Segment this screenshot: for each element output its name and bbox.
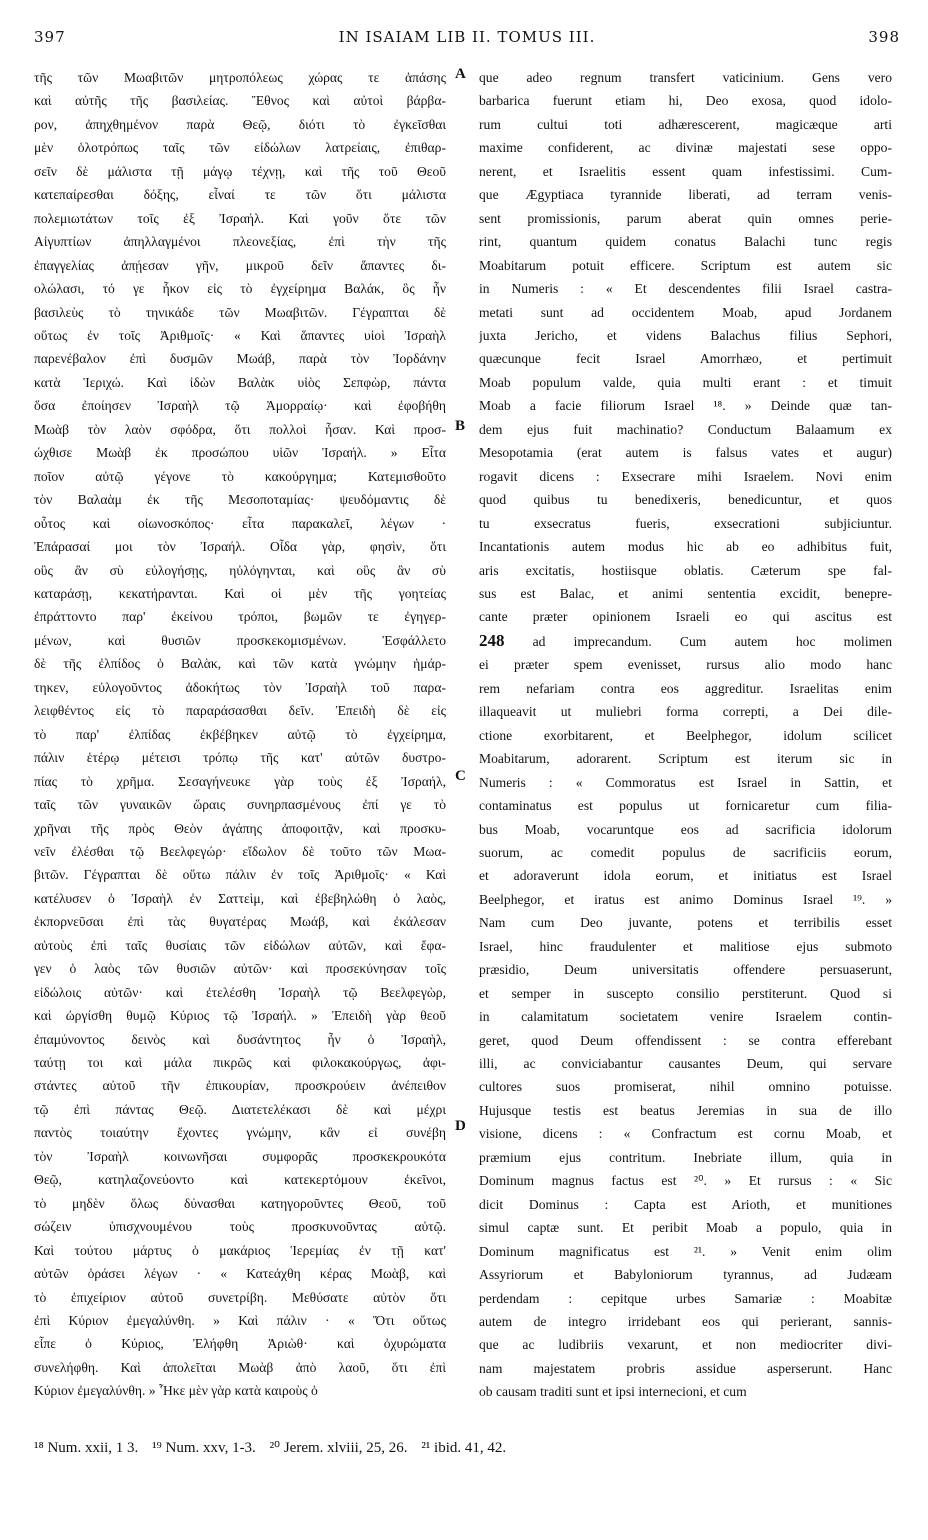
- text-line: τὸ ἐπιχείριον αὐτοῦ συνετρίβη. Μεθύσατε αὐτὸν ὅτι: [34, 1289, 446, 1305]
- text-line: κατέλυσεν ὁ Ἰσραὴλ ἐν Σαττεὶμ, καὶ ἐβεβηλώθη ὁ λαὸς,: [34, 890, 446, 906]
- text-line: dem ejus fuit machinatio? Conductum Balaamum ex: [479, 421, 892, 437]
- text-line: μὲν ὁλοτρόπως ταῖς τῶν εἰδώλων λατρείαις, ἐπιθαρ-: [34, 140, 446, 156]
- text-line: rint, quantum quidem conatus Balachi tunc regis: [479, 234, 892, 250]
- text-line: 248 ad imprecandum. Cum autem hoc molimen: [479, 630, 892, 650]
- text-line: cultores suos promiserat, nihil omnino potuisse.: [479, 1079, 892, 1095]
- text-line: tu exsecratus fueris, exsecrationi subjiciuntur.: [479, 515, 892, 531]
- page-number-right: 398: [868, 28, 900, 46]
- text-line: visione, dicens : « Confractum est cornu Moab, et: [479, 1126, 892, 1142]
- text-line: ἐπὶ Κύριον ἐμεγαλύνθη. » Καὶ πάλιν · « Ὅτι οὕτως: [34, 1313, 446, 1329]
- text-line: πολεμιωτάτων τοῖς ἐξ Ἰσραήλ. Καὶ γοῦν ὅτε τῶν: [34, 210, 446, 226]
- text-line: εἰδώλοις αὐτῶν· καὶ ἐτελέσθη Ἰσραὴλ τῷ Βεελφεγὼρ,: [34, 984, 446, 1000]
- text-line: τὸν Βαλαὰμ ἐκ τῆς Μεσοποταμίας· ψευδόμαντις δὲ: [34, 492, 446, 508]
- text-line: Incantationis autem modus hic ab eo adhibitus fuit,: [479, 539, 892, 555]
- text-line: præmium ejus contritum. Inebriate illum, quia in: [479, 1149, 892, 1165]
- text-line: ὅσα ἐποίησεν Ἰσραὴλ τῷ Ἀμορραίῳ· καὶ ἐφοβήθη: [34, 398, 446, 414]
- footnote: ¹⁹ Num. xxv, 1-3.: [152, 1440, 256, 1456]
- footnote: ²⁰ Jerem. xlviii, 25, 26.: [269, 1440, 408, 1456]
- text-line: στάντες αὐτοῦ τῆν ἐπικουρίαν, προσκρούειν ἀνέπειθον: [34, 1078, 446, 1094]
- text-line: Ἐπάρασαί μοι τὸν Ἰσραήλ. Οἶδα γὰρ, φησὶν, ὅτι: [34, 539, 446, 555]
- text-line: Θεῷ, κατηλαζονεύοντο καὶ κατεκερτόμουν ἐκεῖνοι,: [34, 1172, 446, 1188]
- margin-marker-b: B: [455, 418, 466, 434]
- text-line: et semper in suscepto consilio perstiterunt. Quod si: [479, 985, 892, 1001]
- text-line: σώζειν ὑπισχνουμένου τοὺς προσκυνοῦντας αὐτῷ.: [34, 1219, 446, 1235]
- text-line: ταῖς τῶν γυναικῶν ὥραις συνηρπασμένους ἐπί γε τὸ: [34, 797, 446, 813]
- text-line: πίας τὸ χρῆμα. Σεσαγήνευκε γὰρ τοὺς ἐξ Ἰσραήλ,: [34, 773, 446, 789]
- text-line: ἐκπορνεῦσαι ἐπὶ τὰς θυγατέρας Μωάβ, καὶ ἐκάλεσαν: [34, 914, 446, 930]
- page-header: [34, 28, 900, 56]
- text-line: illaqueavit ut muliebri forma correpti, a Dei dile-: [479, 704, 892, 720]
- text-line: Dominum magnificatus est ²¹. » Venit enim olim: [479, 1243, 892, 1259]
- text-line: simul captæ sunt. Et peribit Moab a populo, quia in: [479, 1220, 892, 1236]
- text-line: Αἰγυπτίων ἀπηλλαγμένοι πλεονεξίας, ἐπὶ τὴν τῆς: [34, 234, 446, 250]
- text-line: παρενέβαλον ἐπὶ δυσμῶν Μωάβ, παρὰ τὸν Ἰορδάνην: [34, 351, 446, 367]
- text-line: Assyriorum et Babyloniorum tyrannus, ad Judæam: [479, 1267, 892, 1283]
- text-line: maxime confiderent, ac divinæ majestati sese oppo-: [479, 140, 892, 156]
- text-line: metati sunt ad occidentem Moab, apud Jordanem: [479, 304, 892, 320]
- text-line: τῆς τῶν Μωαβιτῶν μητροπόλεως χώρας τε ἁπάσης: [34, 70, 446, 85]
- text-line: Καὶ τούτου μάρτυς ὁ μακάριος Ἱερεμίας ἐν τῇ κατ': [34, 1242, 446, 1258]
- text-line: Κύριον ἐμεγαλύνθη. » Ἧκε μὲν γὰρ κατὰ καιροὺς ὁ: [34, 1383, 318, 1399]
- text-line: perdendam : cepitque urbes Samariæ : Moabitæ: [479, 1290, 892, 1306]
- text-line: que Ægyptiaca tyrannide liberati, ad terram venis-: [479, 187, 892, 203]
- text-line: sus est Balac, et animi sententia excidit, benepre-: [479, 585, 892, 601]
- text-line: γεν ὁ λαὸς τῶν θυσιῶν αὐτῶν· καὶ προσεκύνησαν τοῖς: [34, 961, 446, 977]
- latin-column: [479, 66, 892, 1404]
- text-line: καὶ ὠργίσθη θυμῷ Κύριος τῷ Ἰσραήλ. » Ἐπειδὴ γὰρ θεοῦ: [34, 1008, 446, 1024]
- text-line: οὓς ἂν σὺ εὐλογήσῃς, ηὐλόγηνται, καὶ οὓς ἂν σὺ: [34, 562, 446, 578]
- text-line: in Numeris : « Et descendentes filii Israel castra-: [479, 281, 892, 297]
- text-line: sent promissionis, parum aberat quin omnes perie-: [479, 210, 892, 226]
- text-line: αὐτοὺς ἐπὶ ταῖς θυσίαις τῶν εἰδώλων αὐτῶν, καὶ ἔφα-: [34, 937, 446, 953]
- text-line: λειφθέντος εἰς τὸ παραράσασθαι δεῖν. Ἐπειδὴ δὲ εἰς: [34, 703, 446, 719]
- column-number: 248: [479, 630, 505, 650]
- footnotes: [34, 1438, 894, 1457]
- text-line: σεῖν δὲ μάλιστα τῇ μάγῳ τέχνῃ, καὶ τῆς τοῦ Θεοῦ: [34, 163, 446, 179]
- text-line: nerent, et Israelitis essent quam infestissimi. Cum-: [479, 163, 892, 179]
- text-line: Nam cum Deo juvante, potens et terribilis esset: [479, 915, 892, 931]
- text-line: ob causam traditi sunt et ipsi internecioni, et cum: [479, 1384, 747, 1400]
- text-line: χρῆναι τῆς πρὸς Θεὸν ἀγάπης ἀποφοιτᾷν, καὶ προσκυ-: [34, 820, 446, 836]
- text-line: πάλιν ἑτέρῳ μέτεισι τρόπῳ τῆς κατ' αὐτῶν δυστρο-: [34, 750, 446, 766]
- text-line: ταύτῃ τοι καὶ μάλα πικρῶς καὶ φιλοκακούργως, ἀφι-: [34, 1055, 446, 1071]
- text-line: rum cultui toti adhærescerent, magicæque arti: [479, 116, 892, 132]
- text-line: τηκεν, εὐλογοῦντος ἀδοκήτως τὸν Ἰσραὴλ τοῦ παρα-: [34, 679, 446, 695]
- text-line: ποῖον αὐτῷ γέγονε τὸ κακούργημα; Κατεμισθοῦτο: [34, 468, 446, 484]
- text-line: τὸ παρ' ἐλπίδας ἐκβέβηκεν αὐτῷ τὸ ἐγχείρημα,: [34, 726, 446, 742]
- text-line: βιτῶν. Γέγραπται δὲ οὕτω πάλιν ἐν τοῖς Ἀριθμοῖς· « Καὶ: [34, 867, 446, 883]
- text-line: Numeris : « Commoratus est Israel in Sattin, et: [479, 774, 892, 790]
- text-line: cante præter opinionem Israeli eo qui ascitus est: [479, 609, 892, 625]
- text-line: Hujusque testis est beatus Jeremias in sua de illo: [479, 1102, 892, 1118]
- text-line: οὕτως ἐν τοῖς Ἀριθμοῖς· « Καὶ ἅπαντες υἱοὶ Ἰσραὴλ: [34, 327, 446, 343]
- page-number-left: 397: [34, 28, 66, 46]
- footnote: ¹⁸ Num. xxii, 1 3.: [34, 1440, 139, 1456]
- text-line: Israel, hinc fraudulenter et malitiose ejus submoto: [479, 938, 892, 954]
- text-line: ἐπαγγελίας ἀπῄεσαν γῆν, μικροῦ δεῖν ἅπαντες δι-: [34, 257, 446, 273]
- text-line: αὐτῶν ὁράσει λέγων · « Κατεάχθη κέρας Μωὰβ, καὶ: [34, 1266, 446, 1282]
- text-line: οὗτος καὶ οἰωνοσκόπος· εἶτα παρακαλεῖ, λέγων ·: [34, 515, 446, 531]
- text-line: βασιλεὺς τὸ τηνικάδε τῶν Μωαβιτῶν. Γέγραπται δὲ: [34, 304, 446, 320]
- text-line: barbarica fuerunt etiam hi, Deo exosa, quod idolo-: [479, 93, 892, 109]
- text-line: Moab populum valde, quia multi erant : et timuit: [479, 374, 892, 390]
- text-line: ρον, ἀπηχθημένον παρὰ Θεῷ, διότι τὸ ἐγκεῖσθαι: [34, 116, 446, 132]
- text-line: παντὸς τοιαύτην ἔχοντες γνώμην, κἂν εἰ συνέβη: [34, 1125, 446, 1141]
- text-line: Beelphegor, et iratus est animo Dominus Israel ¹⁹. »: [479, 891, 892, 907]
- text-line: ἐπράττοντο παρ' ἐκείνου τρόποι, βωμῶν τε ἐγηγερ-: [34, 609, 446, 625]
- text-line: ctione exorbitarent, et Beelphegor, idolum scilicet: [479, 727, 892, 743]
- text-line: καὶ αὐτῆς τῆς βασιλείας. Ἔθνος καὶ αὐτοὶ βάρβα-: [34, 93, 446, 109]
- greek-column: [34, 66, 446, 1403]
- text-line: præsidio, Deum universitatis offendere persuaserunt,: [479, 962, 892, 978]
- text-line: ἐπαμύνοντος δεινὸς καὶ δυσάντητος ἦν ὁ Ἰσραὴλ,: [34, 1031, 446, 1047]
- text-line: τὸν Ἰσραὴλ κοινωνῆσαι συμφορᾶς προσκεκρουκότα: [34, 1148, 446, 1164]
- text-line: rem nefariam contra eos aggreditur. Israelitas enim: [479, 680, 892, 696]
- text-line: contaminatus est populus ut fornicaretur cum filia-: [479, 798, 892, 814]
- text-line: aris excitatis, hostiisque oblatis. Cæterum spe fal-: [479, 562, 892, 578]
- text-line: ei præter spem evenisset, rursus alio modo hanc: [479, 657, 892, 673]
- text-line: Moab a facie filiorum Israel ¹⁸. » Deinde quæ tan-: [479, 398, 892, 414]
- text-line: καταράσῃ, κεκατήρανται. Καὶ οἱ μὲν τῆς γοητείας: [34, 585, 446, 601]
- text-line: que adeo regnum transfert vaticinium. Gens vero: [479, 70, 892, 85]
- text-line: ώχθισε Μωὰβ ἐκ προσώπου υἱῶν Ἰσραήλ. » Εἶτα: [34, 445, 446, 461]
- footnote: ²¹ ibid. 41, 42.: [421, 1440, 507, 1456]
- text-line: rogavit dicens : Exsecrare mihi Israelem. Novi enim: [479, 468, 892, 484]
- text-line: Μωὰβ τὸν λαὸν σφόδρα, ὅτι πολλοὶ ἦσαν. Καὶ προσ-: [34, 421, 446, 437]
- text-line: δὲ τῆς ἐλπίδος ὁ Βαλὰκ, καὶ τῶν κατὰ γνώμην ἡμάρ-: [34, 656, 446, 672]
- text-line: Mesopotamia (erat autem is falsus vates et augur): [479, 445, 892, 461]
- text-line: in calamitatum societatem venire Israelem contin-: [479, 1009, 892, 1025]
- text-line: Dominum magnus factus est ²⁰. » Et rursus : « Sic: [479, 1173, 892, 1189]
- running-head: IN ISAIAM LIB II. TOMUS III.: [338, 28, 596, 46]
- text-line: bus Moab, vocaruntque eos ad sacrificia idolorum: [479, 821, 892, 837]
- text-line: ολώλασι, τό γε ἧκον εἰς τὸ ἐγχείρημα Βαλάκ, ὃς ἦν: [34, 281, 446, 297]
- text-line: quæcunque fecit Israel Amorrhæo, et pertimuit: [479, 351, 892, 367]
- text-line: Moabitarum, adorarent. Scriptum est iterum sic in: [479, 751, 892, 767]
- text-line: μένων, καὶ θυσιῶν προσκεκομισμένων. Ἐσφάλλετο: [34, 632, 446, 648]
- text-line: τῷ ἐπὶ πάντας Θεῷ. Διατετελέκασι δὲ καὶ μέχρι: [34, 1101, 446, 1117]
- text-line: et adoraverunt idola eorum, et initiatus est Israel: [479, 868, 892, 884]
- text-line: Moabitarum potuit efficere. Scriptum est autem sic: [479, 257, 892, 273]
- text-line: τὸ μηδὲν ὅλως δύνασθαι κατηγοροῦντες Θεοῦ, τοῦ: [34, 1195, 446, 1211]
- margin-marker-d: D: [455, 1118, 466, 1134]
- text-line: dicit Dominus : Capta est Arioth, et munitiones: [479, 1196, 892, 1212]
- text-line: suorum, ac comedit populus de sacrificiis eorum,: [479, 844, 892, 860]
- text-line: εἶπε ὁ Κύριος, Ἐλήφθη Ἀριὼθ· καὶ ὀχυρώματα: [34, 1336, 446, 1352]
- text-line: κατὰ Ἱεριχώ. Καὶ ἰδὼν Βαλὰκ υἱὸς Σεπφὼρ, πάντα: [34, 374, 446, 390]
- text-line: κατεπαίρεσθαι δόξης, εἶναί τε τῶν ὅτι μάλιστα: [34, 187, 446, 203]
- text-line: que ac ludibriis vexarunt, et non mediocriter divi-: [479, 1337, 892, 1353]
- text-line: nam majestatem probris assidue asperserunt. Hanc: [479, 1360, 892, 1376]
- text-line: συνελήφθη. Καὶ ἀπολεῖται Μωὰβ ἀπὸ λαοῦ, ὅτι ἐπὶ: [34, 1359, 446, 1375]
- text-line: quod quibus tu benedixeris, benedicuntur, et quos: [479, 492, 892, 508]
- text-line: illi, ac conviciabantur causantes Deum, qui servare: [479, 1056, 892, 1072]
- text-line: geret, quod Deum offendissent : se contra efferebant: [479, 1032, 892, 1048]
- text-line: autem de integro irridebant eos qui perierant, sannis-: [479, 1314, 892, 1330]
- text-line: juxta Jericho, et videns Balachus filius Sephori,: [479, 327, 892, 343]
- margin-marker-a: A: [455, 66, 466, 82]
- margin-marker-c: C: [455, 768, 466, 784]
- text-line: νεῖν ἐλέσθαι τῷ Βεελφεγώρ· εἴδωλον δὲ τοῦτο τῶν Μωα-: [34, 843, 446, 859]
